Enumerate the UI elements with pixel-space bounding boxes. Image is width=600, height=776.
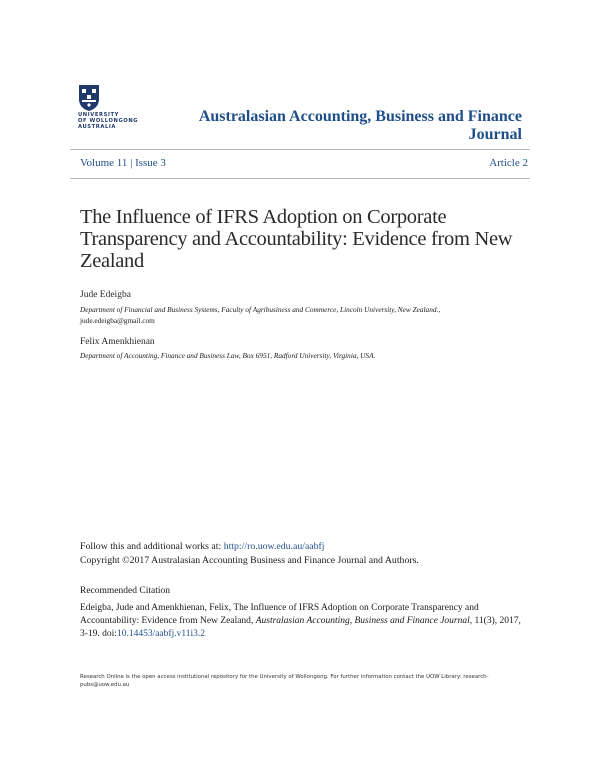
author-name: Felix Amenkhienan [80, 337, 155, 347]
volume-issue [80, 157, 166, 169]
article-number: Article 2 [489, 157, 528, 169]
repository-footer: Research Online is the open access institutional repository for the University of Wollongong. For further information contact the UOW Library: research-pubs@uow.edu.au [80, 674, 489, 688]
author-affiliation: Department of Accounting, Finance and Business Law, Box 6951, Radford University, Virginia, USA. [80, 351, 376, 360]
volume-link[interactable]: Volume 11 [80, 157, 128, 169]
issue-link[interactable]: Issue 3 [135, 157, 166, 169]
header-divider [70, 149, 530, 150]
author-email: jude.edeigba@gmail.com [80, 316, 155, 325]
logo-line-2: OF WOLLONGONG [78, 118, 139, 124]
doi-link[interactable]: 10.14453/aabfj.v11i3.2 [116, 629, 205, 639]
follow-works [80, 541, 325, 552]
paper-title[interactable]: The Influence of IFRS Adoption on Corporate Transparency and Accountability: Evidence from New Zealand [80, 206, 513, 272]
copyright-notice: Copyright ©2017 Australasian Accounting Business and Finance Journal and Authors. [80, 555, 419, 566]
citation-journal: Australasian Accounting, Business and Finance Journal [255, 616, 470, 626]
logo-line-1: UNIVERSITY [78, 112, 119, 118]
citation-details: , 11(3), 2017, 3-19. doi: [80, 616, 521, 639]
issue-divider [70, 178, 530, 179]
university-logo-wordmark [78, 112, 138, 130]
logo-line-3: AUSTRALIA [78, 124, 117, 130]
citation-heading: Recommended Citation [80, 586, 170, 596]
author-affiliation: Department of Financial and Business Systems, Faculty of Agribusiness and Commerce, Lincoln University, New Zealand., [80, 305, 441, 314]
follow-label: Follow this and additional works at: [80, 541, 224, 552]
volume-separator: | [130, 157, 133, 169]
journal-title-link[interactable]: Australasian Accounting, Business and Finance Journal [198, 108, 522, 143]
uow-crest-icon [78, 84, 100, 112]
citation-authors-title: Edeigba, Jude and Amenkhienan, Felix, The Influence of IFRS Adoption on Corporate Transparency and Accountability: Evidence from New Zealand, [80, 603, 479, 626]
repository-link[interactable]: http://ro.uow.edu.au/aabfj [223, 541, 325, 552]
recommended-citation [80, 602, 528, 641]
author-name: Jude Edeigba [80, 290, 131, 300]
